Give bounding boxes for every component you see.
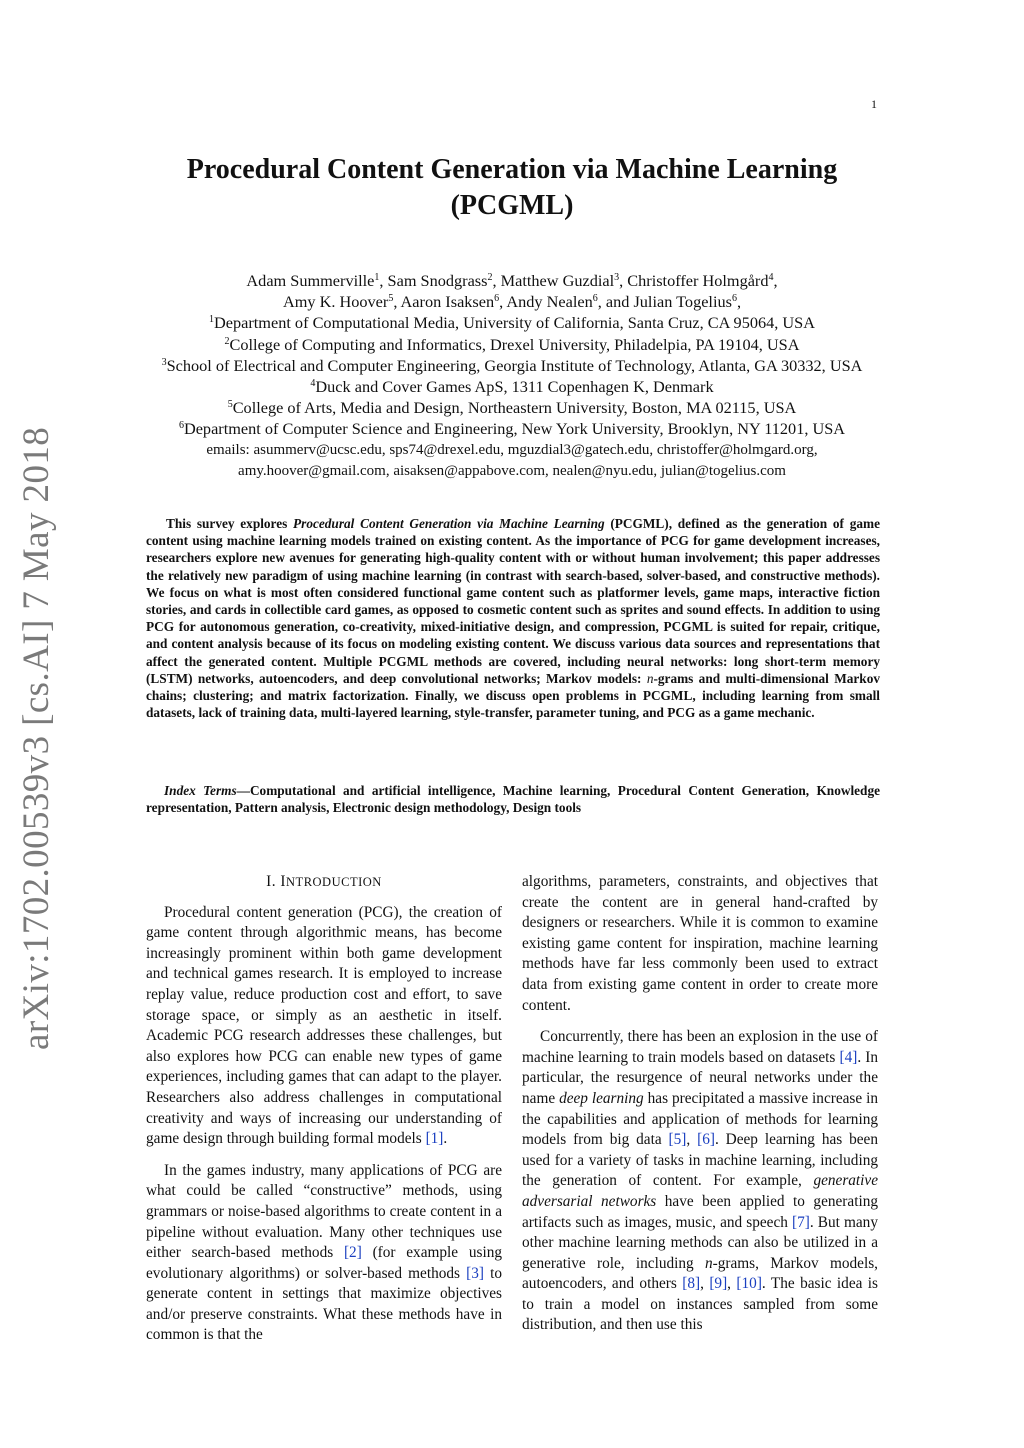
citation-link[interactable]: [4] bbox=[839, 1048, 858, 1066]
affiliation-5 bbox=[140, 397, 884, 418]
author-name: , Matthew Guzdial bbox=[492, 271, 615, 290]
section-heading bbox=[146, 872, 502, 893]
affiliation-text: College of Computing and Informatics, Drexel University, Philadelpia, PA 19104, USA bbox=[229, 334, 800, 354]
abstract-text: -grams and multi-dimensional Markov chains; clustering; and matrix factorization. Finally, we discuss open problems in PCGML, including learning from small datasets, lack of training data, multi-layered learning, style-transfer, parameter tuning, and PCG as a game mechanic. bbox=[146, 670, 880, 721]
section-title-rest: NTRODUCTION bbox=[286, 875, 382, 889]
affiliation-6 bbox=[140, 418, 884, 439]
abstract-emphasis: Procedural Content Generation via Machine Learning bbox=[293, 516, 605, 531]
affiliation-sup: 3 bbox=[161, 356, 167, 368]
affiliation-text: School of Electrical and Computer Engineering, Georgia Institute of Technology, Atlanta, GA 30332, USA bbox=[166, 355, 863, 375]
affiliation-sup: 2 bbox=[224, 335, 230, 347]
author-name: , and Julian Togelius bbox=[597, 292, 732, 312]
affiliation-3 bbox=[140, 355, 884, 376]
paper-title bbox=[140, 152, 884, 224]
page-number: 1 bbox=[871, 97, 877, 111]
affiliation-sup: 4 bbox=[310, 378, 316, 390]
index-terms bbox=[146, 782, 880, 816]
body-text: . The basic idea is to train a model on instances sampled from some distribution, and then use this bbox=[522, 1275, 879, 1334]
section-title-initial: I bbox=[280, 873, 287, 890]
abstract bbox=[146, 515, 880, 721]
citation-link[interactable]: [7] bbox=[792, 1213, 810, 1231]
author-name: , Christoffer Holmgård bbox=[619, 271, 769, 290]
body-text: have been applied to generating artifacts such as images, music, and speech bbox=[522, 1192, 878, 1231]
intro-paragraph-1 bbox=[146, 903, 502, 1150]
body-text: , bbox=[686, 1131, 698, 1149]
index-terms-dash: — bbox=[236, 783, 250, 798]
author-name: Adam Summerville bbox=[246, 271, 375, 290]
affiliation-2 bbox=[140, 334, 884, 355]
body-text: . Deep learning has been used for a variety of tasks in machine learning, including the generation of content. For example, bbox=[522, 1131, 878, 1190]
author-name: Amy K. Hoover bbox=[282, 292, 389, 312]
index-terms-text: Computational and artificial intelligence, Machine learning, Procedural Content Generation, Knowledge representation, Pattern analysis, Electronic design methodology, Design tools bbox=[146, 783, 880, 816]
author-sup: 3 bbox=[614, 272, 620, 283]
emphasis-text: generative adversarial networks bbox=[522, 1172, 878, 1210]
author-block bbox=[140, 270, 884, 482]
title-line-1: Procedural Content Generation via Machine Learning bbox=[186, 154, 838, 185]
citation-link[interactable]: [6] bbox=[697, 1131, 715, 1149]
left-column bbox=[146, 872, 502, 1346]
abstract-text: This survey explores bbox=[166, 516, 294, 531]
body-text: (for example using evolutionary algorithms) or solver-based methods bbox=[146, 1244, 502, 1282]
abstract-paragraph bbox=[146, 515, 880, 721]
author-name: , Sam Snodgrass bbox=[379, 271, 488, 290]
author-sup: 6 bbox=[592, 293, 598, 305]
affiliation-sup: 1 bbox=[209, 314, 215, 326]
body-text: has precipitated a massive increase in the capabilities and application of methods for learning models from big data bbox=[522, 1089, 878, 1149]
body-text: Concurrently, there has been an explosion in the use of machine learning to train models based on datasets bbox=[522, 1028, 878, 1066]
continued-paragraph: algorithms, parameters, constraints, and objectives that create the content are in general hand-crafted by designers or researchers. While it is common to examine existing game content for inspiration, machine learning methods have far less commonly been used to extract data from existing game content in order to create more content. bbox=[522, 873, 878, 1014]
citation-link[interactable]: [2] bbox=[343, 1244, 362, 1262]
affiliation-text: Department of Computational Media, University of California, Santa Cruz, CA 95064, USA bbox=[214, 313, 815, 333]
abstract-text: (PCGML), defined as the generation of game content using machine learning models trained on existing content. As the importance of PCG for game development increases, researchers explore new avenues for generating high-quality content with or without human involvement; this paper addresses the relatively new paradigm of using machine learning (in contrast with search-based, solver-based, and constructive methods). We focus on what is most often considered functional game content such as platformer levels, game maps, interactive fiction stories, and cards in collectible card games, as opposed to cosmetic content such as sprites and sound effects. In addition to using PCG for autonomous generation, co-creativity, mixed-initiative design, and compression, PCGML is suited for repair, critique, and content analysis because of its focus on modeling existing content. We discuss various data sources and representations that affect the generated content. Multiple PCGML methods are covered, including neural networks: long short-term memory (LSTM) networks, autoencoders, and deep convolutional networks; Markov models: bbox=[146, 516, 880, 686]
affiliation-1 bbox=[140, 312, 884, 333]
affiliation-sup: 5 bbox=[227, 399, 233, 411]
arxiv-side-label: arXiv:1702.00539v3 [cs.AI] 7 May 2018 bbox=[16, 426, 57, 1050]
affiliation-text: Duck and Cover Games ApS, 1311 Copenhagen K, Denmark bbox=[315, 377, 714, 397]
citation-link[interactable]: [3] bbox=[466, 1264, 484, 1282]
body-text: . In particular, the resurgence of neural networks under the name bbox=[522, 1048, 878, 1107]
author-name: , Aaron Isaksen bbox=[393, 292, 495, 312]
author-sup: 6 bbox=[731, 293, 737, 305]
author-sup: 5 bbox=[388, 293, 394, 305]
author-sep: , bbox=[773, 271, 778, 290]
intro-paragraph-2 bbox=[146, 1161, 502, 1346]
affiliation-sup: 6 bbox=[178, 420, 184, 432]
abstract-math: n bbox=[646, 670, 654, 686]
emails-line-2: amy.hoover@gmail.com, aisaksen@appabove.com, nealen@nyu.edu, julian@togelius.com bbox=[238, 462, 786, 479]
affiliation-text: Department of Computer Science and Engineering, New York University, Brooklyn, NY 11201, USA bbox=[183, 419, 846, 439]
index-terms-label: Index Terms bbox=[164, 783, 237, 798]
author-sep: , bbox=[736, 292, 742, 312]
affiliation-text: College of Arts, Media and Design, Northeastern University, Boston, MA 02115, USA bbox=[232, 398, 797, 418]
body-text: , bbox=[700, 1275, 710, 1293]
body-text: , bbox=[727, 1275, 737, 1293]
body-text: to generate content in settings that maximize objectives and/or preserve constraints. What these methods have in common is that the bbox=[146, 1264, 502, 1344]
citation-link[interactable]: [1] bbox=[425, 1130, 444, 1148]
author-line-2 bbox=[140, 291, 884, 312]
body-text: . bbox=[443, 1130, 448, 1148]
title-line-2: (PCGML) bbox=[450, 190, 574, 221]
affiliation-4 bbox=[140, 376, 884, 397]
author-sup: 6 bbox=[494, 293, 500, 305]
body-text: -grams, Markov models, autoencoders, and others bbox=[522, 1254, 878, 1293]
author-sup: 4 bbox=[768, 272, 774, 283]
body-text: In the games industry, many applications of PCG are what could be called “constructive” methods, using grammars or noise-based algorithms to create content in a pipeline without evaluation. Many other techniques use either search-based methods bbox=[146, 1161, 502, 1262]
author-name: , Andy Nealen bbox=[499, 292, 593, 312]
right-column bbox=[522, 872, 878, 1336]
math-text: n bbox=[704, 1254, 713, 1272]
intro-paragraph-3 bbox=[522, 1027, 878, 1336]
citation-link[interactable]: [8] bbox=[682, 1275, 701, 1293]
section-number: I. bbox=[266, 873, 277, 890]
emphasis-text: deep learning bbox=[559, 1089, 644, 1107]
author-sup: 1 bbox=[374, 272, 380, 283]
body-text: Procedural content generation (PCG), the creation of game content through algorithmic means, has become increasingly prominent within both game development and technical games research. It is employed to increase replay value, reduce production cost and effort, to save storage space, or simply as an aesthetic in itself. Academic PCG research addresses these challenges, but also explores how PCG can enable new types of game experiences, including games that can adapt to the player. Researchers also address challenges in computational creativity and ways of increasing our understanding of game design through building formal models bbox=[146, 903, 502, 1148]
citation-link[interactable]: [9] bbox=[709, 1275, 728, 1293]
author-line-1 bbox=[140, 270, 884, 291]
citation-link[interactable]: [5] bbox=[668, 1131, 687, 1149]
citation-link[interactable]: [10] bbox=[736, 1275, 762, 1293]
body-text: . But many other machine learning methods can also be utilized in a generative role, including bbox=[522, 1213, 878, 1272]
author-sup: 2 bbox=[487, 272, 493, 283]
emails-line-1: emails: asummerv@ucsc.edu, sps74@drexel.edu, mguzdial3@gatech.edu, christoffer@holmgard.org, bbox=[206, 441, 818, 458]
